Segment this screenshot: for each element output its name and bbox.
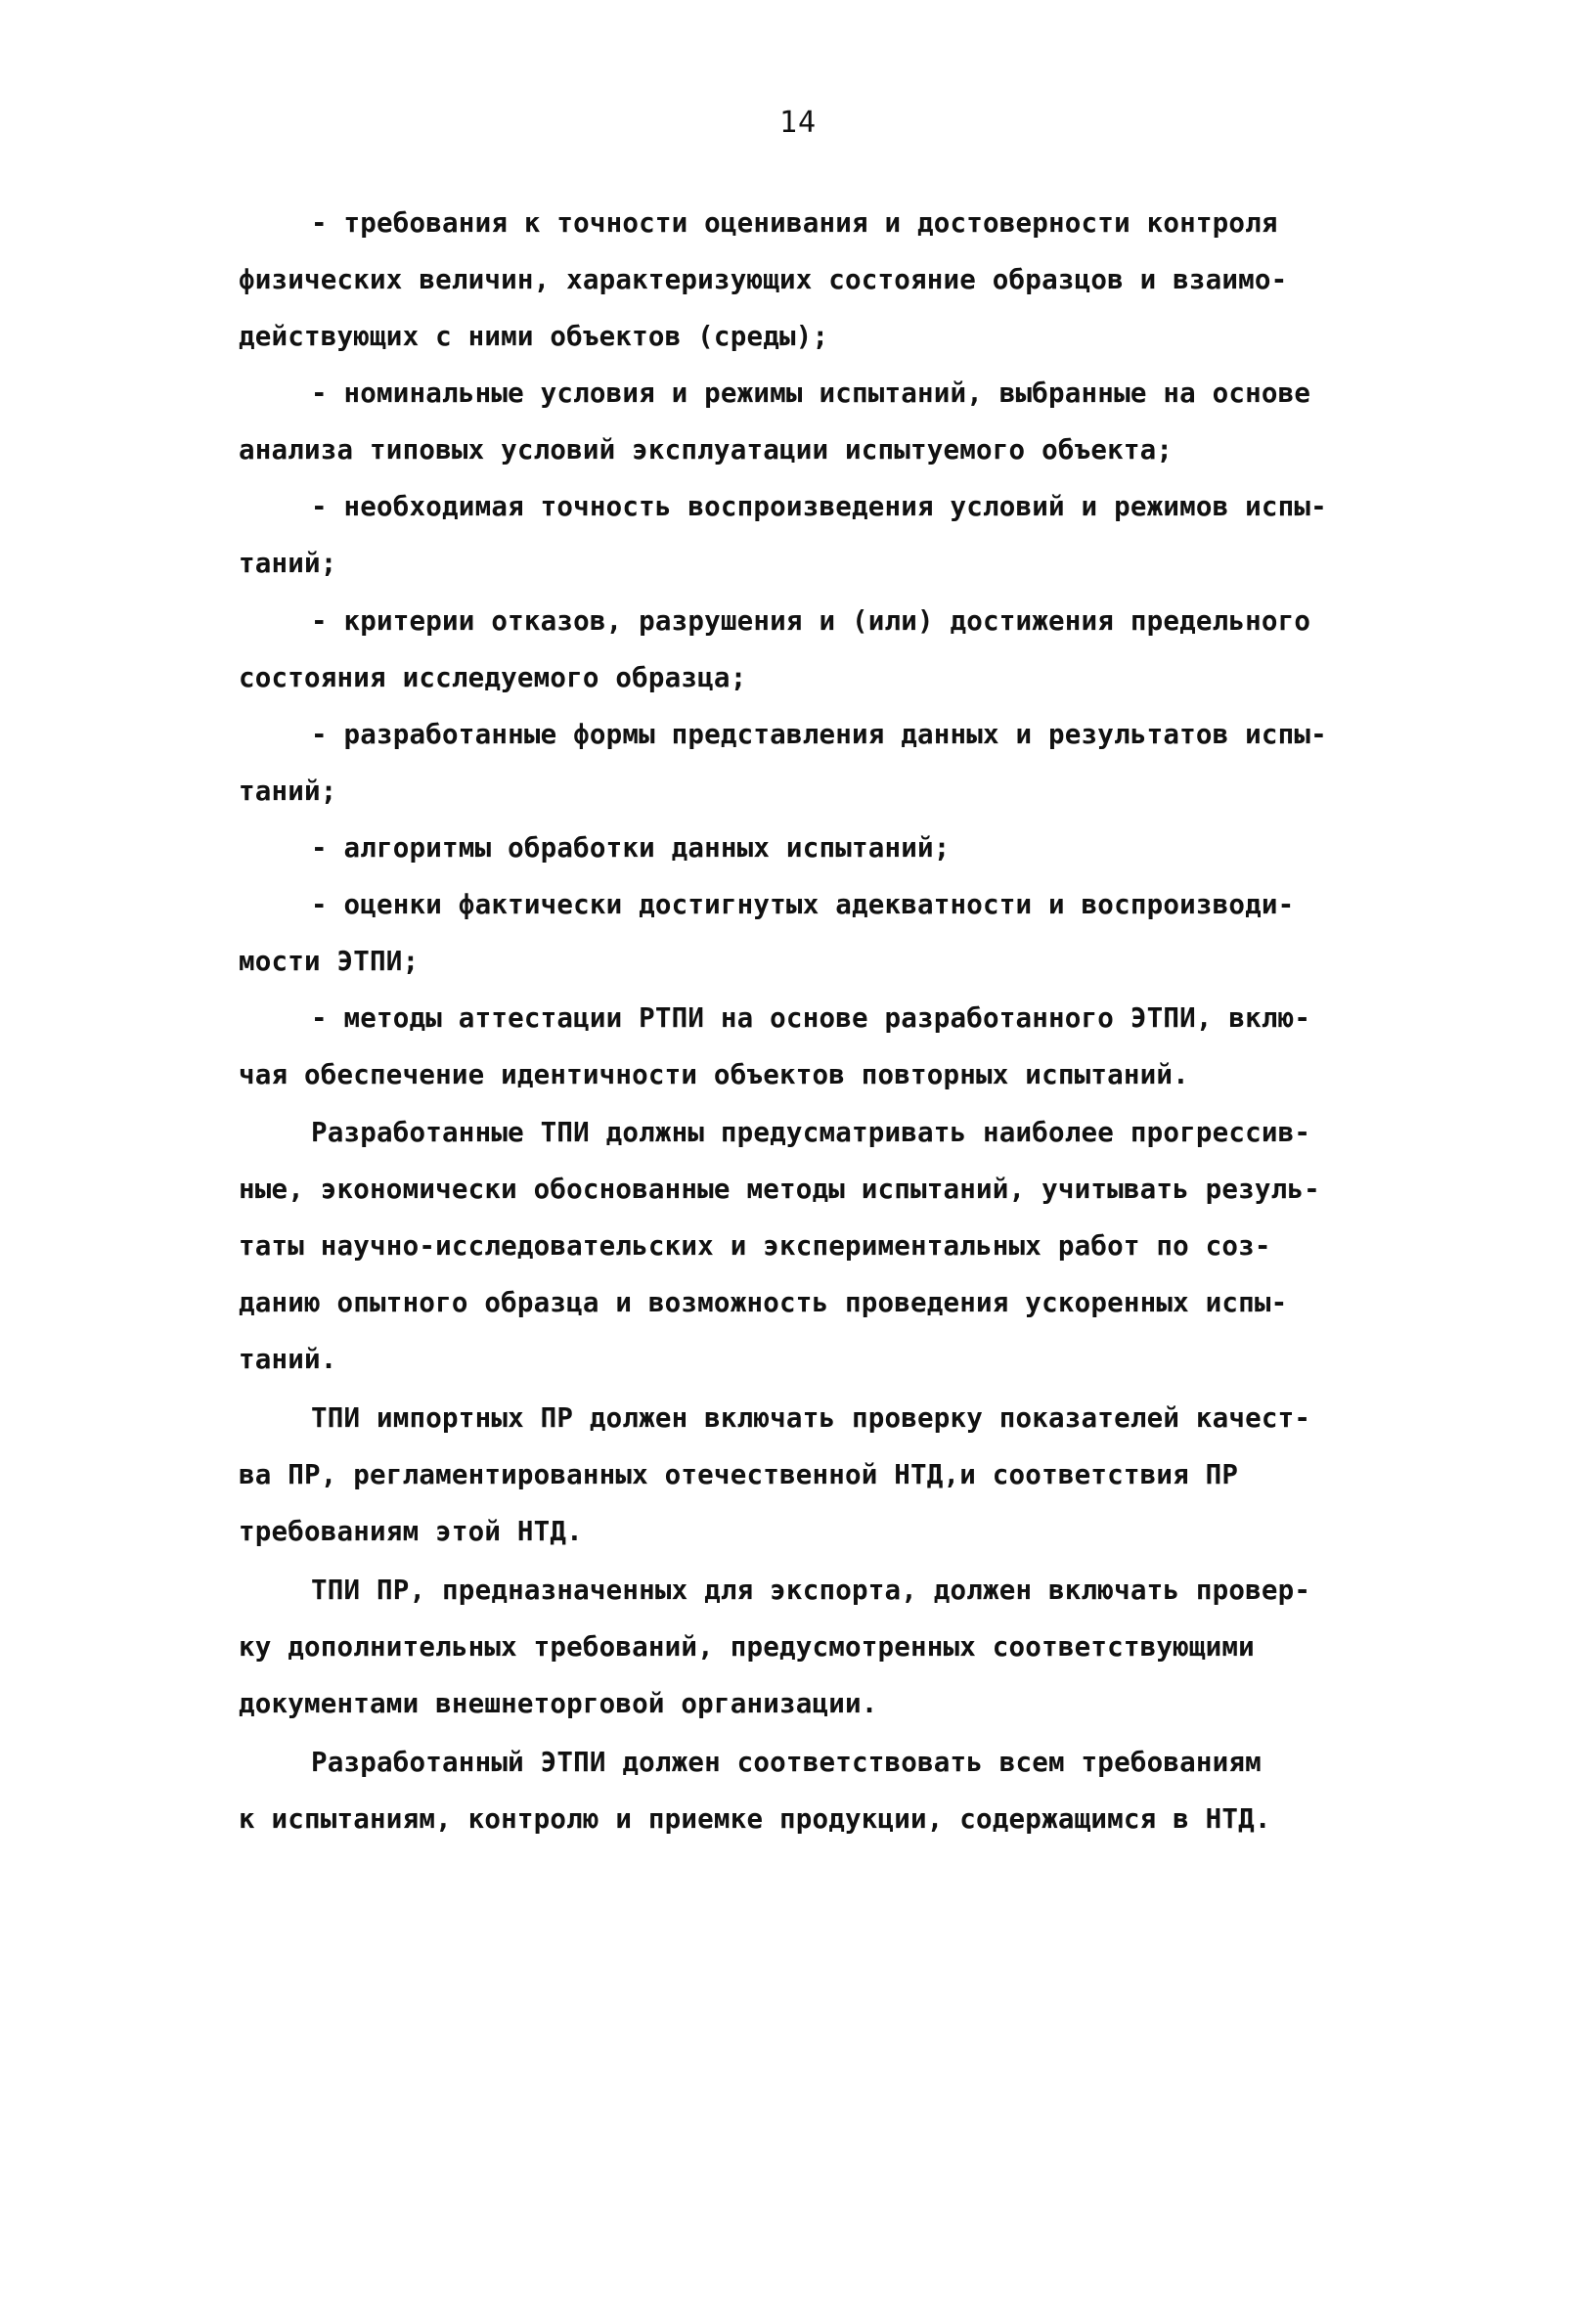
text-line: ва ПР, регламентированных отечественной НТД,и соответствия ПР	[239, 1459, 1239, 1490]
text-line: - критерии отказов, разрушения и (или) достижения предельного	[311, 605, 1311, 637]
text-line: ные, экономически обоснованные методы испытаний, учитывать резуль-	[239, 1174, 1320, 1205]
text-line: - требования к точности оценивания и достоверности контроля	[311, 207, 1278, 239]
text-line: таты научно-исследовательских и экспериментальных работ по соз-	[239, 1230, 1271, 1262]
text-line: чая обеспечение идентичности объектов повторных испытаний.	[239, 1059, 1189, 1090]
text-line: ТПИ ПР, предназначенных для экспорта, должен включать провер-	[311, 1575, 1311, 1606]
text-line: требованиям этой НТД.	[239, 1516, 583, 1547]
text-line: - алгоритмы обработки данных испытаний;	[311, 832, 951, 864]
text-line: состояния исследуемого образца;	[239, 662, 747, 693]
text-line: - оценки фактически достигнутых адекватности и воспроизводи-	[311, 889, 1295, 920]
text-line: данию опытного образца и возможность проведения ускоренных испы-	[239, 1287, 1288, 1318]
text-line: ку дополнительных требований, предусмотренных соответствующими	[239, 1631, 1255, 1663]
text-line: к испытаниям, контролю и приемке продукции, содержащимся в НТД.	[239, 1803, 1271, 1835]
page-number: 14	[778, 106, 818, 140]
text-line: ТПИ импортных ПР должен включать проверку показателей качест-	[311, 1402, 1311, 1434]
text-line: - методы аттестации РТПИ на основе разработанного ЭТПИ, вклю-	[311, 1002, 1311, 1034]
text-line: физических величин, характеризующих состояние образцов и взаимо-	[239, 264, 1288, 295]
text-line: - разработанные формы представления данных и результатов испы-	[311, 719, 1327, 750]
text-line: мости ЭТПИ;	[239, 946, 420, 977]
text-line: таний.	[239, 1344, 337, 1375]
text-line: таний;	[239, 776, 337, 807]
text-line: таний;	[239, 548, 337, 579]
text-line: анализа типовых условий эксплуатации испытуемого объекта;	[239, 434, 1174, 466]
text-line: Разработанный ЭТПИ должен соответствовать всем требованиям	[311, 1747, 1262, 1778]
text-line: Разработанные ТПИ должны предусматривать наиболее прогрессив-	[311, 1117, 1311, 1148]
text-line: - номинальные условия и режимы испытаний, выбранные на основе	[311, 377, 1311, 409]
text-line: действующих с ними объектов (среды);	[239, 321, 829, 352]
text-line: - необходимая точность воспроизведения условий и режимов испы-	[311, 491, 1327, 522]
text-line: документами внешнеторговой организации.	[239, 1688, 878, 1719]
